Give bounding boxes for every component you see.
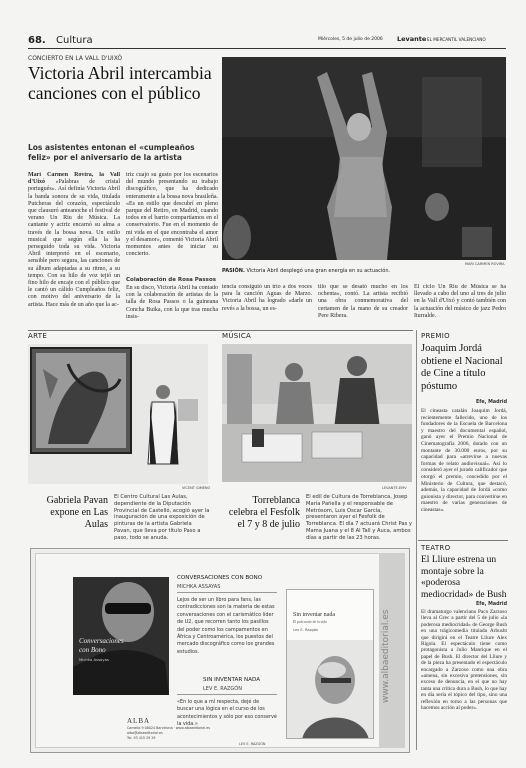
main-col-2b: En su disco, Victoria Abril ha contado con la colaboración de artistas de la talla de Rosa Passos o la guineana Concha Buika, con la que tras mucha insis- [126,285,218,320]
main-photo-credit: MARI CARMEN ROVIRA [465,262,505,266]
bono-book-cover [73,577,169,695]
book1-cover-author: Michka Assayas [79,657,109,662]
alba-advertisement [30,548,410,753]
masthead-sub: EL MERCANTIL VALENCIANO [427,37,486,42]
alba-phone: Tel. 93 415 29 29 [127,736,156,740]
premio-byline: Efe, Madrid [476,400,507,405]
book1-cover-title-1: Conversaciones [79,637,124,645]
victoria-abril-photo [222,57,506,260]
book1-rule [177,592,277,593]
razgon-book-cover [286,589,374,739]
header-rule [28,48,506,49]
musica-headline: Torreblanca celebra el Fesfolk el 7 y 8 de julio [228,495,300,530]
main-col-1-text: «Palabras de cristal portugués». Así definía Victoria Abril la banda sonora de su vida, titulada Putcheras del corazón, espectáculo que clausuró anteanoche el festival de verano Un Riu de Música. La cantante y actriz encarnó su alma a través de la bossa nova. Un estilo musical que según ella la ha perseguido toda su vida. Victoria Abril interpretó en el escenario, sensible pero segura, las canciones de su álbum adaptadas a su ritmo, a su tempo. Con su hilo de voz tejió un fino hilo de encaje con el público que le cantó un cálido Cumpleaños feliz, con motivo del aniversario de la artista. Hace más de un año que la ac- [28,179,120,308]
page-date: Miércoles, 5 de julio de 2006 [318,37,383,42]
musica-photo-credit: LEVANTE-EMV [382,486,407,490]
book1-author: MICHKA ASSAYAS [177,584,221,590]
ad-side-text: www.albaeditorial.es [381,609,391,703]
book2-cover-title: Sin inventar nada [293,612,335,618]
book2-blurb: «En lo que a mí respecta, dejé de buscar una lógica en el curso de los acontecimientos y sólo por eso conservé la vida.» [177,699,277,728]
alba-email: alba@albaeditorial.es [127,731,163,735]
main-col-1 [28,172,120,330]
main-deck: Los asistentes entonan el «cumpleaños feliz» por el aniversario de la artista [28,143,195,162]
teatro-section: TEATRO [421,544,451,552]
main-subhead: Colaboración de Rosa Passos [126,277,216,283]
book2-signature: LEV E. RAZGÓN [239,742,266,746]
section-name: Cultura [56,35,93,46]
main-headline: Victoria Abril intercambia canciones con el público [28,63,212,103]
premio-divider [416,330,417,750]
teatro-text: El dramaturgo valenciano Paco Zarzoso lleva al Grec a partir del 5 de julio «la poderosa mediocridad» de George Bush en una trágicomedia titulada Arbusht que dirigirá en el Teatre Lliure Alex Rigola. El espectáculo tiene como protagonista a Julio Manrique en el papel de Bush. El director del Lliure y de la pieza ha presentado el espectáculo encargado a Zarzoso como una obra «amena, sin excesiva pretensiones, sin exceso de denuncia, en el que no hay tanta una crítica dura a Bush, lo que hay en día sería el tópico del tipo, sino una reflexión en torno a las personas que hacemos acción al poder». [421,609,507,712]
main-col-5: El ciclo Un Riu de Música se ha llevado a cabo del uno al tres de julio en la Vall d'Uixó y contó también con la actuación del músico de jazz Pedro Iturralde. [414,284,506,319]
book1-blurb: Lejos de ser un libro para fans, las contradicciones son la materia de estas conversaciones con el carismático líder de U2, que recorren tanto los pasillos del poder como los campamentos en África y Centroamérica, los puestos del mercado discográfico como los grandes estudios. [177,597,275,655]
main-col-2: triz cuajó su gusto por los escenarios del mundo presentando su trabajo discográfico, que ha dedicado enteramente a la bossa nova brasileña. «Es un estilo que descubrí en pleno parque del Retiro, en Madrid, cuando todos en el barrio compartíamos en el conservatorio. Fue en el momento de mi vida en el que encontraba el amor y el desamor», comentó Victoria Abril momentos antes de iniciar su concierto. [126,172,218,258]
caption-label: PASIÓN. [222,268,245,274]
musica-text: El edil de Cultura de Torreblanca, Josep María Pañella y el responsable de Metrósom, Luis Oscar García, presentaron ayer el Fesfolk de Torreblanca. El día 7 actuará Christ Pas y Mama Juana y el 8 Al Tall y Auca, ambos días a partir de las 23 horas. [306,494,412,541]
premio-headline: Joaquim Jordá obtiene el Nacional de Cine a título póstumo [421,343,503,392]
book2-title: SIN INVENTAR NADA [203,677,261,683]
premio-teatro-rule [418,540,508,541]
book2-cover-author: Lev E. Razgón [293,628,319,632]
book2-author: LEV E. RAZGÓN [203,686,242,692]
book2-rule [177,694,277,695]
ad-side-strip [379,553,405,748]
mid-rule [28,330,413,331]
alba-address: Camelia 9 08024 Barcelona · www.albaeditorial.es [127,726,210,730]
caption-text: Victoria Abril desplegó una gran energía en su actuación. [246,268,391,274]
arte-text: El Centro Cultural Las Aulas, dependiente de la Diputación Provincial de Castelló, acogió ayer la inauguración de una exposición de pinturas de la artista Gabriela Pavan, que lleva por título Paso a paso, todo se anuda. [114,494,210,541]
main-byline: Mari Carmen Rovira, la Vall d'Uixó [28,172,120,186]
main-kicker: CONCIERTO EN LA VALL D'UIXÓ [28,55,123,62]
arte-photo-credit: VICENT GIMENO [182,486,211,490]
arte-section: ARTE [28,332,48,340]
main-photo-caption [222,268,506,274]
main-col-3: tencia consiguió un trío a dos voces para la canción Aguas de Marzo. Victoria Abril ha logrado «darle un revés a la bossa, un es- [222,284,312,312]
musica-section: MÚSICA [222,332,252,340]
premio-section: PREMIO [421,332,450,340]
teatro-byline: Efe, Madrid [476,602,507,607]
book1-cover-title-2: con Bono [79,646,106,654]
book2-cover-subtitle: El polo norte de la vida [293,620,327,624]
main-col-4: tilo que se desató mucho en los ochenta», contó. La artista recibió una obra conmemorativa del certamen de la mano de su creador Pere Ribera. [318,284,408,319]
alba-logo: ALBA [127,717,151,725]
masthead: Levante [397,35,427,43]
arte-painting-photo [28,344,208,484]
page-number: 68. [28,35,46,46]
musica-press-photo [222,344,412,482]
premio-text: El cineasta catalán Joaquim Jordá, recientemente fallecido, uno de los fundadores de la Escuela de Barcelona y maestro del documental español, ganó ayer el Premio Nacional de Cinematografía 2006, dotado con un montante de 30.000 euros, por su capacidad para «atrevirse a nuevas formas de relato audiovisual». Así lo consideró ayer el jurado calificador que otorgó el premio, concedido por el Ministerio de Cultura, que destacó, además, la capacidad de Jordá «como guionista y director, para convertirse en maestro de varias generaciones de cineastas». [421,408,507,513]
teatro-headline: El Lliure estrena un montaje sobre la «poderosa mediocridad» de Bush [421,555,507,600]
book1-title: CONVERSACIONES CON BONO [177,575,263,581]
arte-headline: Gabriela Pavan expone en Las Aulas [46,495,108,530]
